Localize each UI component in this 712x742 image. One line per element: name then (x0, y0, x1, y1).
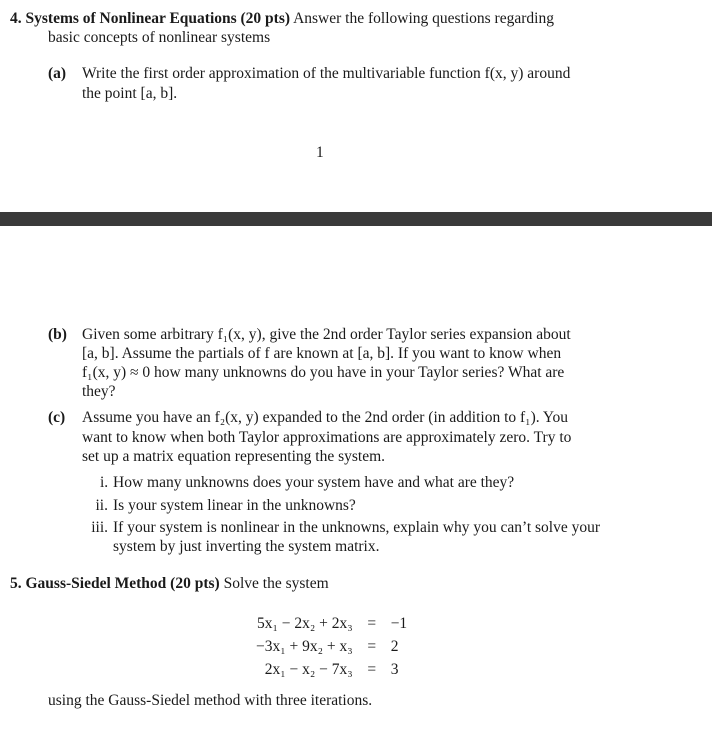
equation-lhs: −3x₁ + 9x₂ + x₃ (256, 638, 353, 655)
equals-sign: = (367, 661, 377, 678)
q4c-iii-label: iii. (91, 519, 108, 536)
q4b-line1: Given some arbitrary f₁(x, y), give the 2nd order Taylor series expansion about (82, 326, 571, 343)
equation-system (256, 612, 407, 681)
q4b-line4: they? (82, 383, 116, 400)
q4c-ii-label: ii. (95, 497, 108, 514)
equation-row (256, 658, 407, 681)
page-number: 1 (316, 144, 324, 161)
q5-closing: using the Gauss-Siedel method with three iterations. (48, 692, 373, 709)
equals-sign: = (367, 638, 377, 655)
q4c-line1: Assume you have an f₂(x, y) expanded to the 2nd order (in addition to f₁). You (82, 409, 569, 426)
q4-title: Systems of Nonlinear Equations (20 pts) (25, 10, 291, 27)
equation-row (256, 635, 407, 658)
equation-row (256, 612, 407, 635)
equals-sign: = (367, 615, 377, 632)
q4-number: 4. (10, 10, 22, 27)
equation-rhs: −1 (390, 615, 408, 632)
q5-number: 5. (10, 575, 22, 592)
q4a-line1: Write the first order approximation of the multivariable function f(x, y) around (82, 65, 571, 82)
q4-intro-line2: basic concepts of nonlinear systems (48, 29, 271, 46)
q4a-line2: the point [a, b]. (82, 85, 178, 102)
q4b-line3: f₁(x, y) ≈ 0 how many unknowns do you have in your Taylor series? What are (82, 364, 565, 381)
q4-intro-line1: Answer the following questions regarding (293, 10, 554, 27)
q4c-i-label: i. (100, 474, 109, 491)
q4b-label: (b) (48, 326, 67, 343)
q4c-label: (c) (48, 409, 66, 426)
q5-title: Gauss-Siedel Method (20 pts) (25, 575, 220, 592)
page-divider (0, 212, 712, 226)
q4c-i-text: How many unknowns does your system have and what are they? (113, 474, 515, 491)
equation-rhs: 3 (390, 661, 399, 678)
q4c-line3: set up a matrix equation representing the system. (82, 448, 386, 465)
q4c-ii-text: Is your system linear in the unknowns? (113, 497, 356, 514)
q4c-iii-line1: If your system is nonlinear in the unknowns, explain why you can’t solve your (113, 519, 601, 536)
q5-intro: Solve the system (223, 575, 329, 592)
equation-rhs: 2 (390, 638, 399, 655)
q5-heading (10, 574, 329, 593)
q4c-line2: want to know when both Taylor approximations are approximately zero. Try to (82, 429, 572, 446)
q4b-line2: [a, b]. Assume the partials of f are known at [a, b]. If you want to know when (82, 345, 562, 362)
q4c-iii-line2: system by just inverting the system matrix. (113, 538, 380, 555)
equation-lhs: 5x₁ − 2x₂ + 2x₃ (256, 615, 353, 632)
equation-lhs: 2x₁ − x₂ − 7x₃ (264, 661, 353, 678)
q4-heading (10, 9, 554, 28)
q4a-label: (a) (48, 65, 67, 82)
